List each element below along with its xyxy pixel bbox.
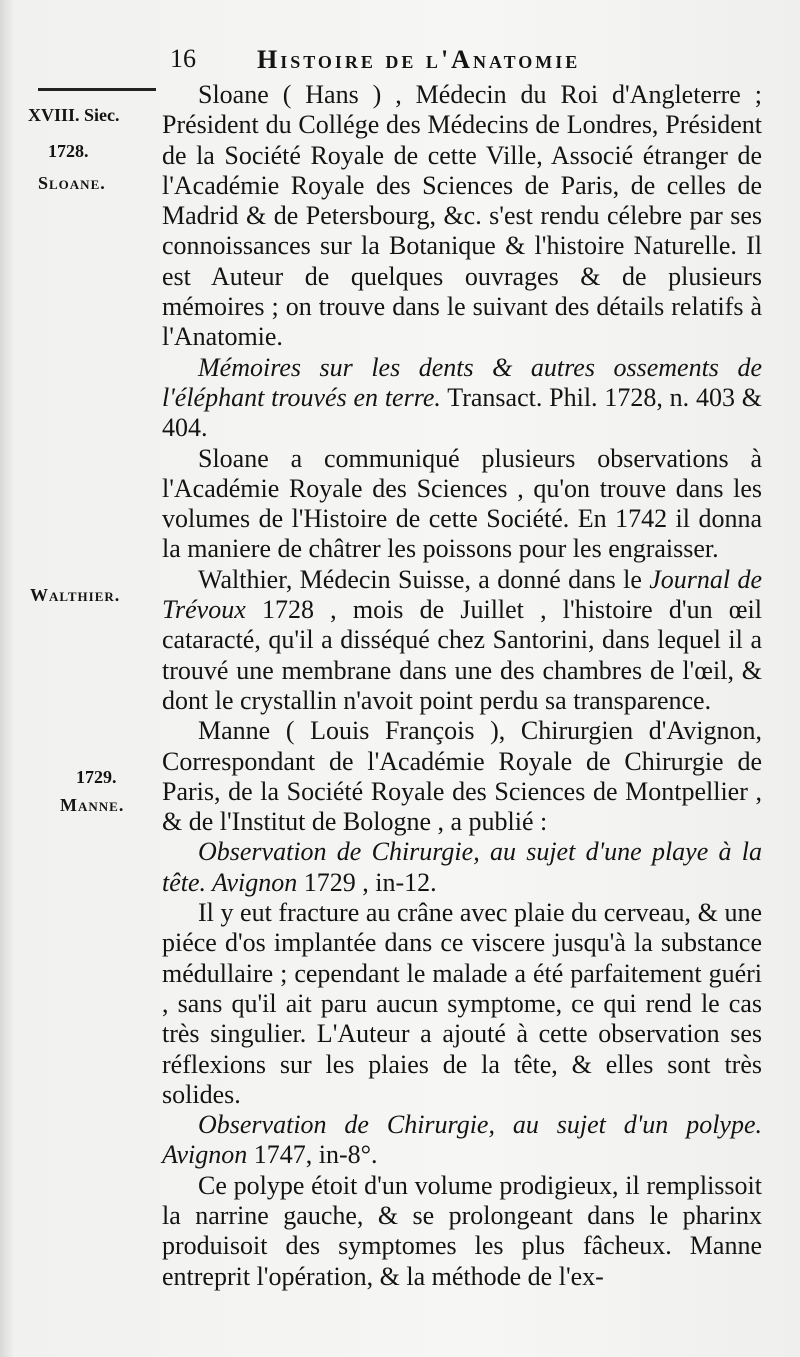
margin-note-century: XVIII. Siec.	[28, 105, 120, 125]
manne-observation-1-ref: 1729 , in-12.	[297, 867, 437, 897]
paragraph-manne-intro: Manne ( Louis François ), Chirurgien d'Avignon, Correspondant de l'Académie Royale de Chirurgie de Paris, de la Société Royale des Sciences de Montpellier , & de l'Institut de Bologne , a publié :	[162, 716, 762, 837]
margin-note-year-1729: 1729.	[76, 767, 117, 787]
manne-observation-2-ref: 1747, in-8°.	[247, 1140, 378, 1170]
page-header	[165, 42, 705, 82]
margin-note-manne: Manne.	[60, 795, 125, 815]
paragraph-sloane-observations: Sloane a communiqué plusieurs observations à l'Académie Royale des Sciences , qu'on trouve dans les volumes de l'Histoire de cette Société. En 1742 il donna la maniere de châtrer les poissons pour les engraisser.	[162, 443, 762, 564]
paragraph-manne-polype: Ce polype étoit d'un volume prodigieux, il remplissoit la narrine gauche, & se prolongeant dans le pharinx produisoit des symptomes les plus fâcheux. Manne entreprit l'opération, & la méthode de l'ex-	[162, 1170, 762, 1291]
paragraph-manne-observation-1	[162, 837, 762, 898]
paragraph-walthier	[162, 565, 762, 716]
walthier-text-b: 1728 , mois de Juillet , l'histoire d'un œil cataracté, qu'il a disséqué chez Santorini, dans lequel il a trouvé une membrane dans une des chambres de l'œil, & dont le crystallin n'avoit point perdu sa transparence.	[162, 595, 762, 715]
walthier-text-a: Walthier, Médecin Suisse, a donné dans le	[198, 564, 650, 594]
margin-note-sloane: Sloane.	[38, 173, 106, 193]
running-title: Histoire de l'Anatomie	[257, 45, 581, 74]
manne-observation-1-title: Observation de Chirurgie, au sujet d'une playe à la tête. Avignon	[162, 837, 762, 897]
page-body	[162, 80, 762, 1292]
manne-observation-2-title: Observation de Chirurgie, au sujet d'un polype. Avignon	[162, 1110, 762, 1170]
margin-rule	[38, 88, 156, 91]
paragraph-manne-fracture: Il y eut fracture au crâne avec plaie du cerveau, & une piéce d'os implantée dans ce viscere jusqu'à la substance médullaire ; cependant le malade a été parfaitement guéri , sans qu'il ait paru aucun symptome, ce qui rend le cas très singulier. L'Auteur a ajouté à cette observation ses réflexions sur les plaies de la tête, & elles sont très solides.	[162, 898, 762, 1109]
page-number: 16	[170, 44, 196, 73]
walthier-journal-title: Journal de Trévoux	[162, 564, 763, 625]
sloane-memoires-title: Mémoires sur les dents & autres ossements de l'éléphant trouvés en terre.	[162, 352, 762, 412]
paragraph-sloane-intro: Sloane ( Hans ) , Médecin du Roi d'Angleterre ; Président du Collége des Médecins de Londres, Président de la Société Royale de cette Ville, Associé étranger de l'Académie Royale des Sciences de Paris, de celles de Madrid & de Petersbourg, &c. s'est rendu célebre par ses connoissances sur la Botanique & l'histoire Naturelle. Il est Auteur de quelques ouvrages & de plusieurs mémoires ; on trouve dans le suivant des détails relatifs à l'Anatomie.	[162, 80, 762, 352]
paragraph-manne-observation-2	[162, 1110, 762, 1171]
paragraph-sloane-memoires	[162, 353, 762, 444]
margin-note-year-1728: 1728.	[48, 141, 89, 161]
sloane-memoires-ref: Transact. Phil. 1728, n. 403 & 404.	[162, 382, 762, 443]
margin-note-walthier: Walthier.	[30, 585, 121, 605]
